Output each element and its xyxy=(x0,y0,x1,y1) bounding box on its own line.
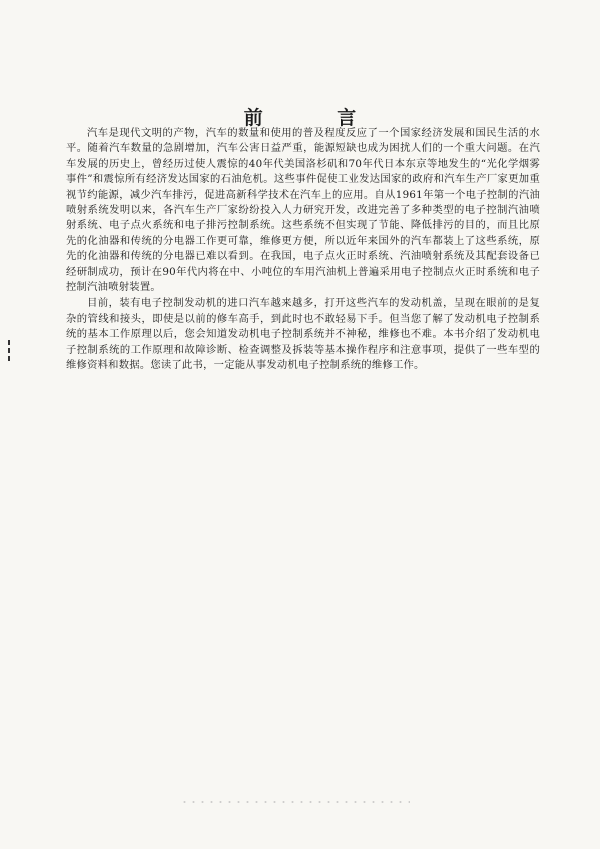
paragraph-1: 汽车是现代文明的产物，汽车的数量和使用的普及程度反应了一个国家经济发展和国民生活的水平。随着汽车数量的急剧增加，汽车公害日益严重，能源短缺也成为困扰人们的一个重大问题。在汽车发展的历史上，曾经历过使人震惊的40年代美国洛杉矶和70年代日本东京等地发生的“光化学烟雾事件”和震惊所有经济发达国家的石油危机。这些事件促使工业发达国家的政府和汽车生产厂家更加重视节约能源，减少汽车排污，促进高新科学技术在汽车上的应用。自从1961年第一个电子控制的汽油喷射系统发明以来，各汽车生产厂家纷纷投入人力研究开发，改进完善了多种类型的电子控制汽油喷射系统、电子点火系统和电子排污控制系统。这些系统不但实现了节能、降低排污的目的，而且比原先的化油器和传统的分电器工作更可靠，维修更方便，所以近年来国外的汽车都装上了这些系统，原先的化油器和传统的分电器已难以看到。在我国，电子点火正时系统、汽油喷射系统及其配套设备已经研制成功，预计在90年代内将在中、小吨位的车用汽油机上普遍采用电子控制点火正时系统和电子控制汽油喷射装置。 xyxy=(66,127,540,294)
scan-noise xyxy=(180,799,410,805)
preface-body xyxy=(66,126,540,374)
paragraph-2: 目前，装有电子控制发动机的进口汽车越来越多，打开这些汽车的发动机盖，呈现在眼前的是复杂的管线和接头，即使是以前的修车高手，到此时也不敢轻易下手。但当您了解了发动机电子控制系统的基本工作原理以后，您会知道发动机电子控制系统并不神秘，维修也不难。本书介绍了发动机电子控制系统的工作原理和故障诊断、检查调整及拆装等基本操作程序和注意事项，提供了一些车型的维修资料和数据。您读了此书，一定能从事发动机电子控制系统的维修工作。 xyxy=(66,297,540,372)
margin-binding-mark xyxy=(8,340,11,366)
page-title: 前 言 xyxy=(243,106,391,129)
